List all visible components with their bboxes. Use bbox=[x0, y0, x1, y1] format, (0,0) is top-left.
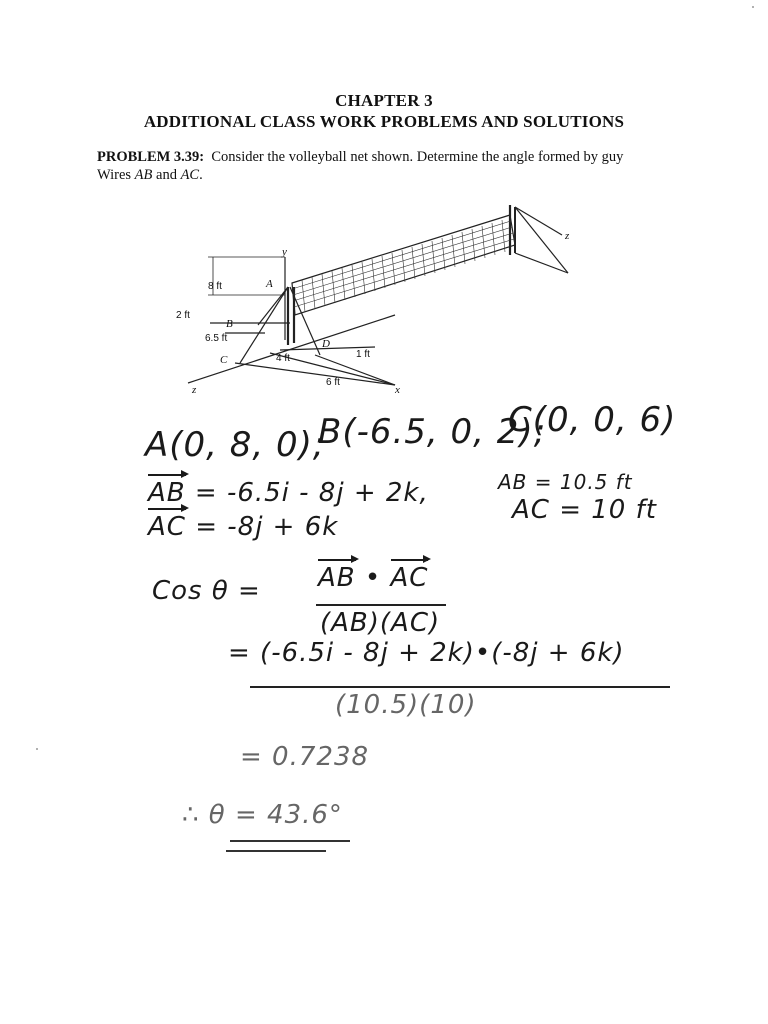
net-mesh bbox=[292, 220, 514, 312]
problem-text-line-1: Consider the volleyball net shown. Determine the angle formed by guy bbox=[211, 149, 624, 165]
magnitude-ab: AB = 10.5 ft bbox=[498, 470, 633, 494]
dim-label-6ft: 6 ft bbox=[326, 377, 340, 388]
guy-wire-right-2 bbox=[515, 207, 562, 235]
dim-label-2ft: 2 ft bbox=[176, 310, 190, 321]
cos-value: = 0.7238 bbox=[240, 742, 370, 772]
problem-label: PROBLEM 3.39: bbox=[97, 149, 205, 165]
substitution-numerator: = (-6.5i - 8j + 2k)•(-8j + 6k) bbox=[228, 638, 625, 668]
magnitude-ac: AC = 10 ft bbox=[512, 495, 657, 525]
dim-label-4ft: 4 ft bbox=[276, 353, 290, 364]
guy-wire-ac bbox=[240, 287, 288, 363]
point-a: A(0, 8, 0); bbox=[145, 425, 326, 465]
dim-label-8ft: 8 ft bbox=[208, 281, 222, 292]
point-c: C(0, 0, 6) bbox=[508, 400, 677, 440]
label-z-top: z bbox=[565, 230, 570, 242]
guy-wire-ab bbox=[258, 287, 288, 325]
cos-dot: • bbox=[355, 563, 391, 593]
vector-ac bbox=[148, 512, 338, 542]
answer-underline bbox=[230, 840, 350, 842]
label-b: B bbox=[226, 318, 233, 330]
cos-numerator-ac: AC bbox=[390, 563, 429, 593]
volleyball-net-figure bbox=[170, 195, 600, 400]
cos-numerator-ab: AB bbox=[318, 563, 356, 593]
label-c: C bbox=[220, 354, 228, 366]
vector-ab-label: AB bbox=[148, 478, 186, 508]
wire-ac-label: AC bbox=[180, 167, 200, 183]
answer-underline-2 bbox=[226, 850, 326, 852]
substitution-denominator: (10.5)(10) bbox=[335, 690, 477, 720]
cos-theta-label: Cos θ = bbox=[152, 576, 261, 606]
problem-and: and bbox=[152, 167, 181, 183]
vector-ab bbox=[148, 478, 429, 508]
problem-statement bbox=[97, 148, 697, 184]
cos-fraction-bar bbox=[316, 604, 446, 606]
scan-speck bbox=[752, 6, 754, 8]
label-x: x bbox=[395, 384, 400, 396]
scan-speck bbox=[36, 748, 38, 750]
label-z-axis: z bbox=[192, 384, 197, 396]
dim-label-6-5ft: 6.5 ft bbox=[205, 333, 228, 344]
c-line bbox=[235, 363, 395, 385]
vector-ac-label: AC bbox=[148, 512, 186, 542]
section-title: ADDITIONAL CLASS WORK PROBLEMS AND SOLUTIONS bbox=[143, 112, 625, 131]
label-a: A bbox=[266, 278, 273, 290]
vector-ab-components: = -6.5i - 8j + 2k, bbox=[194, 478, 429, 508]
problem-text-line-2: Wires bbox=[97, 167, 135, 183]
chapter-heading: CHAPTER 3 bbox=[335, 91, 433, 110]
label-d: D bbox=[322, 338, 330, 350]
substitution-fraction-bar bbox=[250, 686, 670, 688]
vector-ac-components: = -8j + 6k bbox=[195, 512, 339, 542]
cos-denominator: (AB)(AC) bbox=[320, 608, 441, 638]
label-y: y bbox=[282, 246, 287, 258]
cos-numerator bbox=[318, 563, 428, 593]
point-b: B(-6.5, 0, 2); bbox=[318, 412, 547, 452]
dim-label-1ft: 1 ft bbox=[356, 349, 370, 360]
problem-end: . bbox=[199, 167, 203, 183]
wire-ab-label: AB bbox=[134, 167, 153, 183]
angle-result: ∴ θ = 43.6° bbox=[182, 800, 343, 830]
